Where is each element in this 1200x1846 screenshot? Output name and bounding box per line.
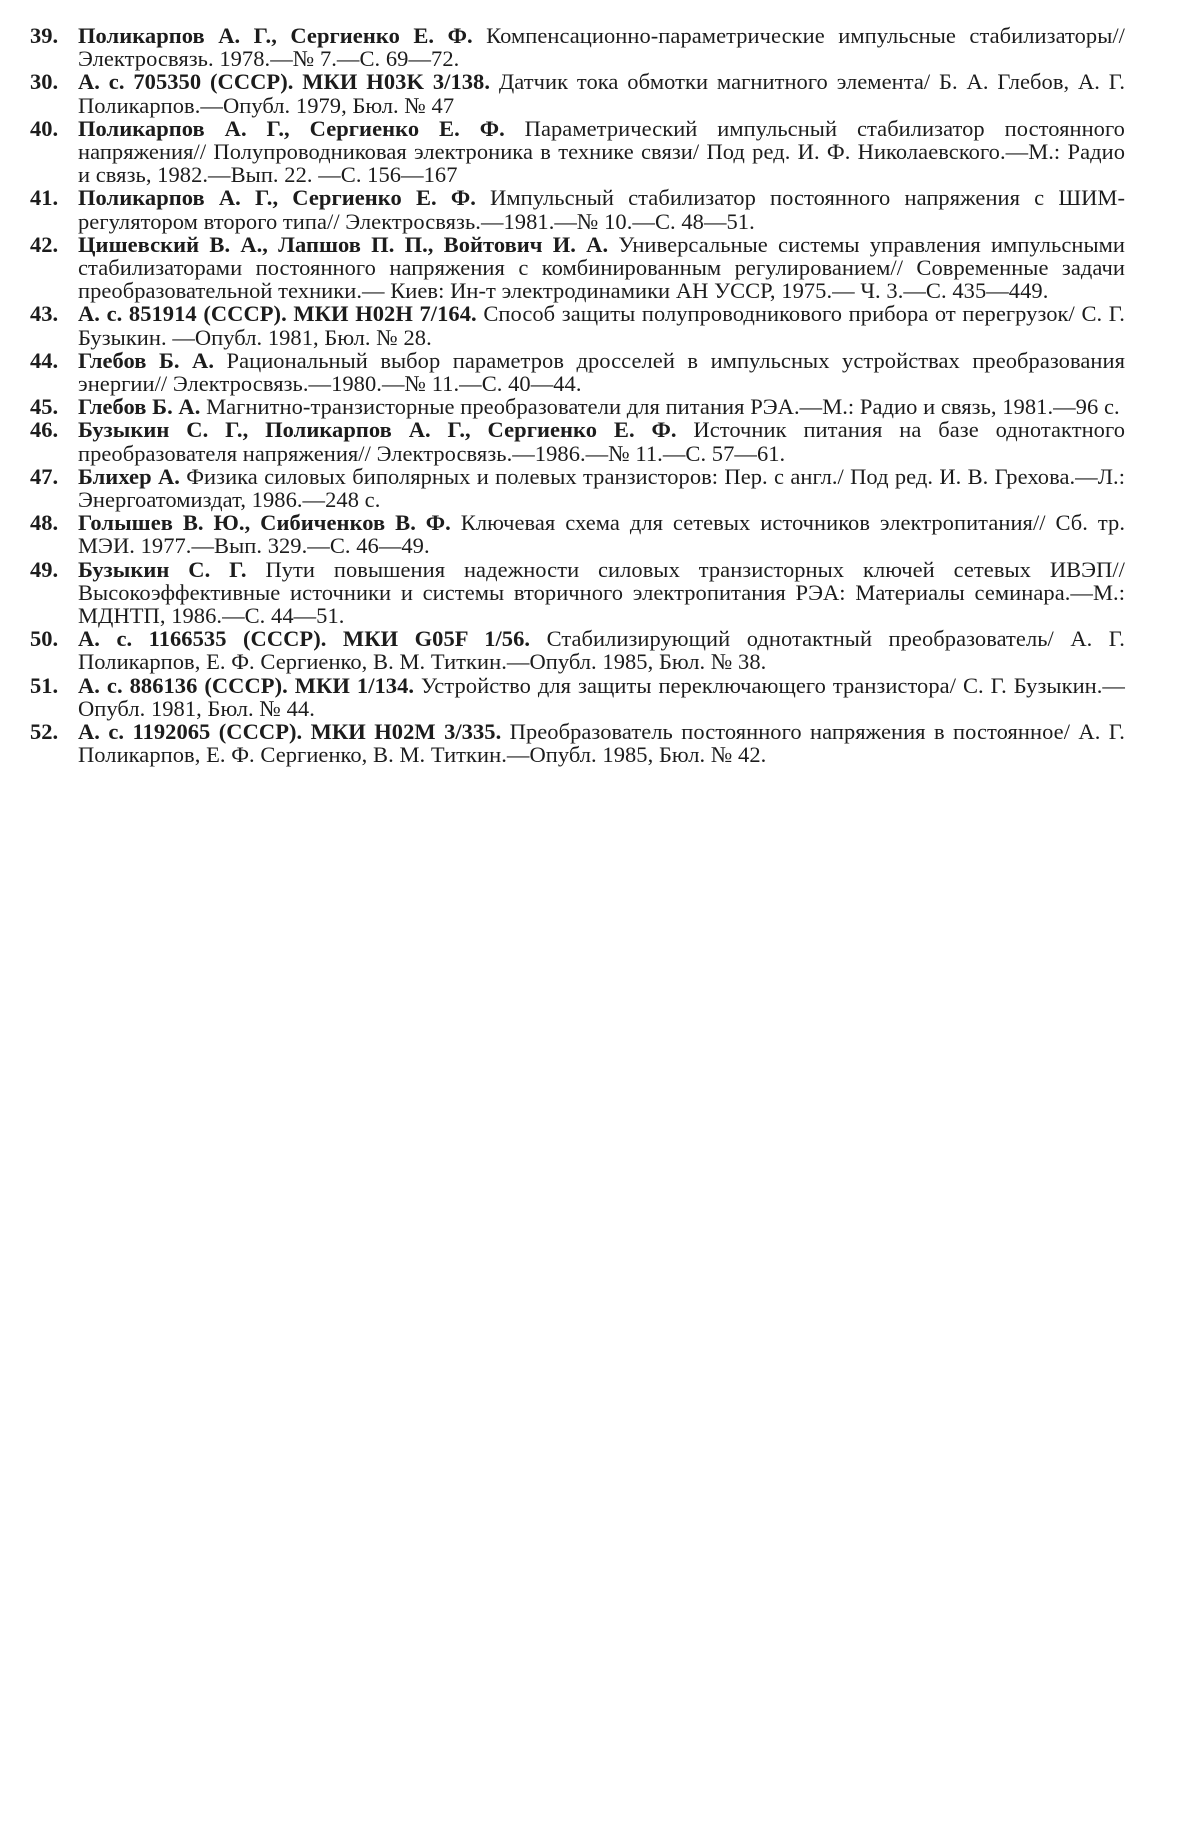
- reference-text: [78, 302, 1125, 348]
- reference-number: 51.: [30, 672, 59, 698]
- reference-details: Параметрический импульсный стабилизатор постоянного напряжения// Полупроводниковая электроника в технике связи/ Под ред. И. Ф. Николаевского.—М.: Радио и связь, 1982.—Вып. 22. —С. 156—167: [78, 115, 1125, 188]
- reference-text: [78, 24, 1125, 70]
- reference-50: [30, 627, 1125, 673]
- reference-text: [78, 674, 1125, 720]
- reference-text: [78, 558, 1125, 628]
- references-page: [30, 24, 1125, 767]
- reference-text: [78, 465, 1125, 511]
- reference-42: [30, 233, 1125, 303]
- reference-39: [30, 24, 1125, 70]
- reference-authors: Голышев В. Ю., Сибиченков В. Ф.: [78, 510, 451, 536]
- reference-authors: Бузыкин С. Г., Поликарпов А. Г., Сергиенко Е. Ф.: [78, 417, 677, 443]
- reference-number: 39.: [30, 23, 59, 48]
- reference-number: 30.: [30, 69, 59, 95]
- reference-number: 42.: [30, 231, 59, 257]
- reference-number: 50.: [30, 626, 59, 652]
- reference-30: [30, 70, 1125, 116]
- reference-text: [78, 511, 1125, 557]
- reference-number: 40.: [30, 115, 59, 141]
- reference-details: Преобразователь постоянного напряжения в постоянное/ А. Г. Поликарпов, Е. Ф. Сергиенко, В. М. Титкин.—Опубл. 1985, Бюл. № 42.: [78, 719, 1125, 768]
- reference-authors: А. с. 705350 (СССР). МКИ H03K 3/138.: [78, 69, 491, 95]
- reference-text: [78, 418, 1125, 464]
- reference-number: 52.: [30, 719, 59, 745]
- reference-number: 46.: [30, 417, 59, 443]
- reference-authors: Поликарпов А. Г., Сергиенко Е. Ф.: [78, 185, 476, 211]
- reference-details: Магнитно-транзисторные преобразователи для питания РЭА.—М.: Радио и связь, 1981.—96 с.: [206, 394, 1120, 420]
- reference-48: [30, 511, 1125, 557]
- reference-details: Источник питания на базе однотактного преобразователя напряжения// Электросвязь.—1986.—№ 11.—С. 57—61.: [78, 417, 1125, 466]
- reference-details: Физика силовых биполярных и полевых транзисторов: Пер. с англ./ Под ред. И. В. Грехова.—Л.: Энергоатомиздат, 1986.—248 с.: [78, 463, 1125, 513]
- reference-text: [78, 70, 1125, 116]
- reference-number: 43.: [30, 301, 59, 327]
- reference-number: 49.: [30, 556, 59, 582]
- reference-number: 41.: [30, 185, 59, 211]
- reference-49: [30, 558, 1125, 628]
- reference-authors: Поликарпов А. Г., Сергиенко Е. Ф.: [78, 115, 505, 141]
- reference-authors: А. с. 1166535 (СССР). МКИ G05F 1/56.: [78, 626, 531, 652]
- reference-text: [78, 117, 1125, 187]
- reference-46: [30, 418, 1125, 464]
- reference-40: [30, 117, 1125, 187]
- reference-authors: Глебов Б. А.: [78, 394, 201, 420]
- reference-text: [78, 349, 1125, 395]
- reference-number: 48.: [30, 510, 59, 536]
- reference-text: [78, 627, 1125, 673]
- reference-details: Ключевая схема для сетевых источников электропитания// Сб. тр. МЭИ. 1977.—Вып. 329.—С. 46—49.: [78, 510, 1125, 559]
- reference-authors: Глебов Б. А.: [78, 347, 215, 373]
- reference-authors: А. с. 851914 (СССР). МКИ H02H 7/164.: [78, 301, 477, 327]
- reference-number: 47.: [30, 463, 59, 489]
- reference-41: [30, 186, 1125, 232]
- reference-details: Рациональный выбор параметров дросселей в импульсных устройствах преобразования энергии// Электросвязь.—1980.—№ 11.—С. 40—44.: [78, 347, 1125, 397]
- reference-text: [78, 186, 1125, 232]
- reference-authors: Цишевский В. А., Лапшов П. П., Войтович И. А.: [78, 231, 609, 257]
- reference-44: [30, 349, 1125, 395]
- reference-details: Импульсный стабилизатор постоянного напряжения с ШИМ-регулятором второго типа// Электросвязь.—1981.—№ 10.—С. 48—51.: [78, 185, 1125, 234]
- reference-43: [30, 302, 1125, 348]
- reference-number: 45.: [30, 394, 59, 420]
- reference-authors: Блихер А.: [78, 463, 180, 489]
- reference-details: Универсальные системы управления импульсными стабилизаторами постоянного напряжения с комбинированным регулированием// Современные задачи преобразовательной техники.— Киев: Ин-т электродинамики АН УССР, 1975.— Ч. 3.—С. 435—449.: [78, 231, 1125, 304]
- reference-details: Компенсационно-параметрические импульсные стабилизаторы// Электросвязь. 1978.—№ 7.—С. 69—72.: [78, 23, 1125, 72]
- reference-authors: А. с. 1192065 (СССР). МКИ H02M 3/335.: [78, 719, 502, 745]
- reference-47: [30, 465, 1125, 511]
- reference-52: [30, 720, 1125, 766]
- reference-number: 44.: [30, 347, 59, 373]
- reference-authors: Поликарпов А. Г., Сергиенко Е. Ф.: [78, 23, 473, 48]
- reference-text: [78, 720, 1125, 766]
- reference-details: Способ защиты полупроводникового прибора от перегрузок/ С. Г. Бузыкин. —Опубл. 1981, Бюл. № 28.: [78, 301, 1125, 350]
- reference-51: [30, 674, 1125, 720]
- reference-authors: А. с. 886136 (СССР). МКИ 1/134.: [78, 672, 415, 698]
- reference-text: [78, 395, 1125, 418]
- reference-authors: Бузыкин С. Г.: [78, 556, 247, 582]
- reference-details: Стабилизирующий однотактный преобразователь/ А. Г. Поликарпов, Е. Ф. Сергиенко, В. М. Титкин.—Опубл. 1985, Бюл. № 38.: [78, 626, 1125, 675]
- reference-details: Датчик тока обмотки магнитного элемента/ Б. А. Глебов, А. Г. Поликарпов.—Опубл. 1979, Бюл. № 47: [78, 69, 1125, 118]
- reference-details: Пути повышения надежности силовых транзисторных ключей сетевых ИВЭП// Высокоэффективные источники и системы вторичного электропитания РЭА: Материалы семинара.—М.: МДНТП, 1986.—С. 44—51.: [78, 556, 1125, 629]
- reference-45: [30, 395, 1125, 418]
- reference-details: Устройство для защиты переключающего транзистора/ С. Г. Бузыкин.—Опубл. 1981, Бюл. № 44.: [78, 672, 1125, 721]
- reference-text: [78, 233, 1125, 303]
